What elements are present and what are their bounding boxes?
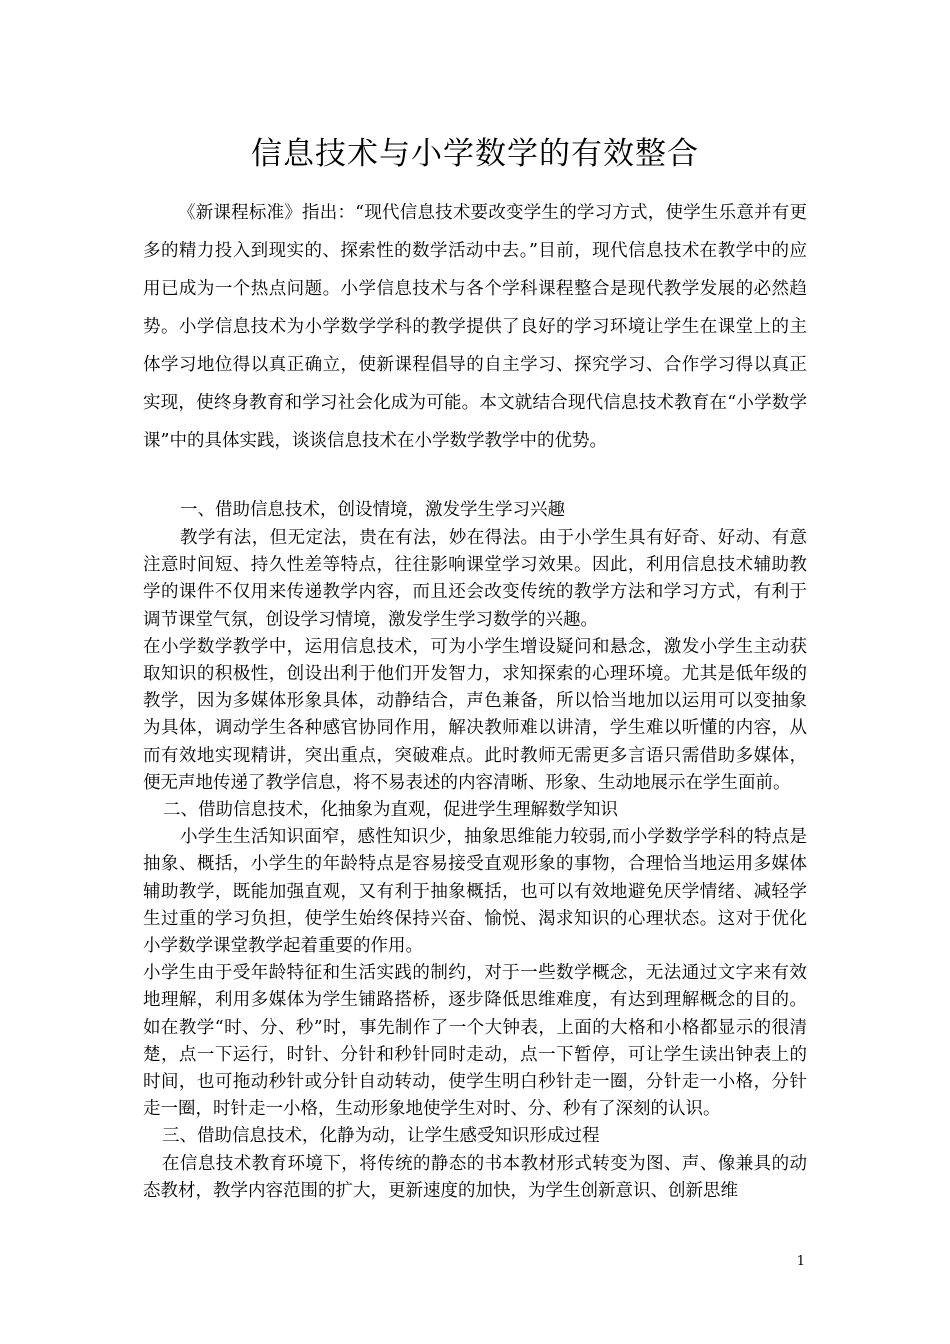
- section-heading-2: 二、借助信息技术，化抽象为直观，促进学生理解数学知识: [163, 800, 618, 821]
- section-heading-1: 一、借助信息技术，创设情境，激发学生学习兴趣: [180, 500, 565, 520]
- intro-paragraph: 《新课程标准》指出：“现代信息技术要改变学生的学习方式，使学生乐意并有更多的精力投入到现实的、探索性的数学活动中去。”目前，现代信息技术在教学中的应用已成为一个热点问题。小学信息技术与各个学科课程整合是现代教学发展的必然趋势。小学信息技术为小学数学学科的教学提供了良好的学习环境让学生在课堂上的主体学习地位得以真正确立，使新课程倡导的自主学习、探究学习、合作学习得以真正实现，使终身教育和学习社会化成为可能。本文就结合现代信息技术教育在“小学数学课”中的具体实践，谈谈信息技术在小学数学教学中的优势。: [143, 203, 807, 451]
- section-heading-3: 三、借助信息技术，化静为动，让学生感受知识形成过程: [162, 1126, 600, 1147]
- paragraph: 教学有法，但无定法，贵在有法，妙在得法。由于小学生具有好奇、好动、有意注意时间短、持久性差等特点，往往影响课堂学习效果。因此，利用信息技术辅助教学的课件不仅用来传递教学内容，而且还会改变传统的教学方法和学习方式，有利于调节课堂气氛，创设学习情境，激发学生学习数学的兴趣。: [143, 528, 807, 630]
- page-number: 1: [796, 1254, 805, 1269]
- paragraph: 在小学数学教学中，运用信息技术，可为小学生增设疑问和悬念，激发小学生主动获取知识的积极性，创设出利于他们开发智力，求知探索的心理环境。尤其是低年级的教学，因为多媒体形象具体，动静结合，声色兼备，所以恰当地加以运用可以变抽象为具体，调动学生各种感官协同作用，解决教师难以讲清，学生难以听懂的内容，从而有效地实现精讲，突出重点，突破难点。此时教师无需更多言语只需借助多媒体，便无声地传递了教学信息，将不易表述的内容清晰、形象、生动地展示在学生面前。: [143, 636, 807, 793]
- paragraph: 小学生生活知识面窄，感性知识少，抽象思维能力较弱,而小学数学学科的特点是抽象、概括，小学生的年龄特点是容易接受直观形象的事物，合理恰当地运用多媒体辅助教学，既能加强直观，又有利于抽象概括，也可以有效地避免厌学情绪、减轻学生过重的学习负担，使学生始终保持兴奋、愉悦、渴求知识的心理状态。这对于优化小学数学课堂教学起着重要的作用。: [143, 827, 807, 957]
- document-body: [143, 495, 807, 1205]
- paragraph: 小学生由于受年龄特征和生活实践的制约，对于一些数学概念，无法通过文字来有效地理解，利用多媒体为学生铺路搭桥，逐步降低思维难度，有达到理解概念的目的。如在教学“时、分、秒”时，事先制作了一个大钟表，上面的大格和小格都显示的很清楚，点一下运行，时针、分针和秒针同时走动，点一下暂停，可让学生读出钟表上的时间，也可拖动秒针或分针自动转动，使学生明白秒针走一圈，分针走一小格，分针走一圈，时针走一小格，生动形象地使学生对时、分、秒有了深刻的认识。: [143, 963, 807, 1120]
- paragraph: 在信息技术教育环境下，将传统的静态的书本教材形式转变为图、声、像兼具的动态教材，教学内容范围的扩大，更新速度的加快，为学生创新意识、创新思维: [143, 1153, 807, 1201]
- document-title: 信息技术与小学数学的有效整合: [251, 136, 699, 172]
